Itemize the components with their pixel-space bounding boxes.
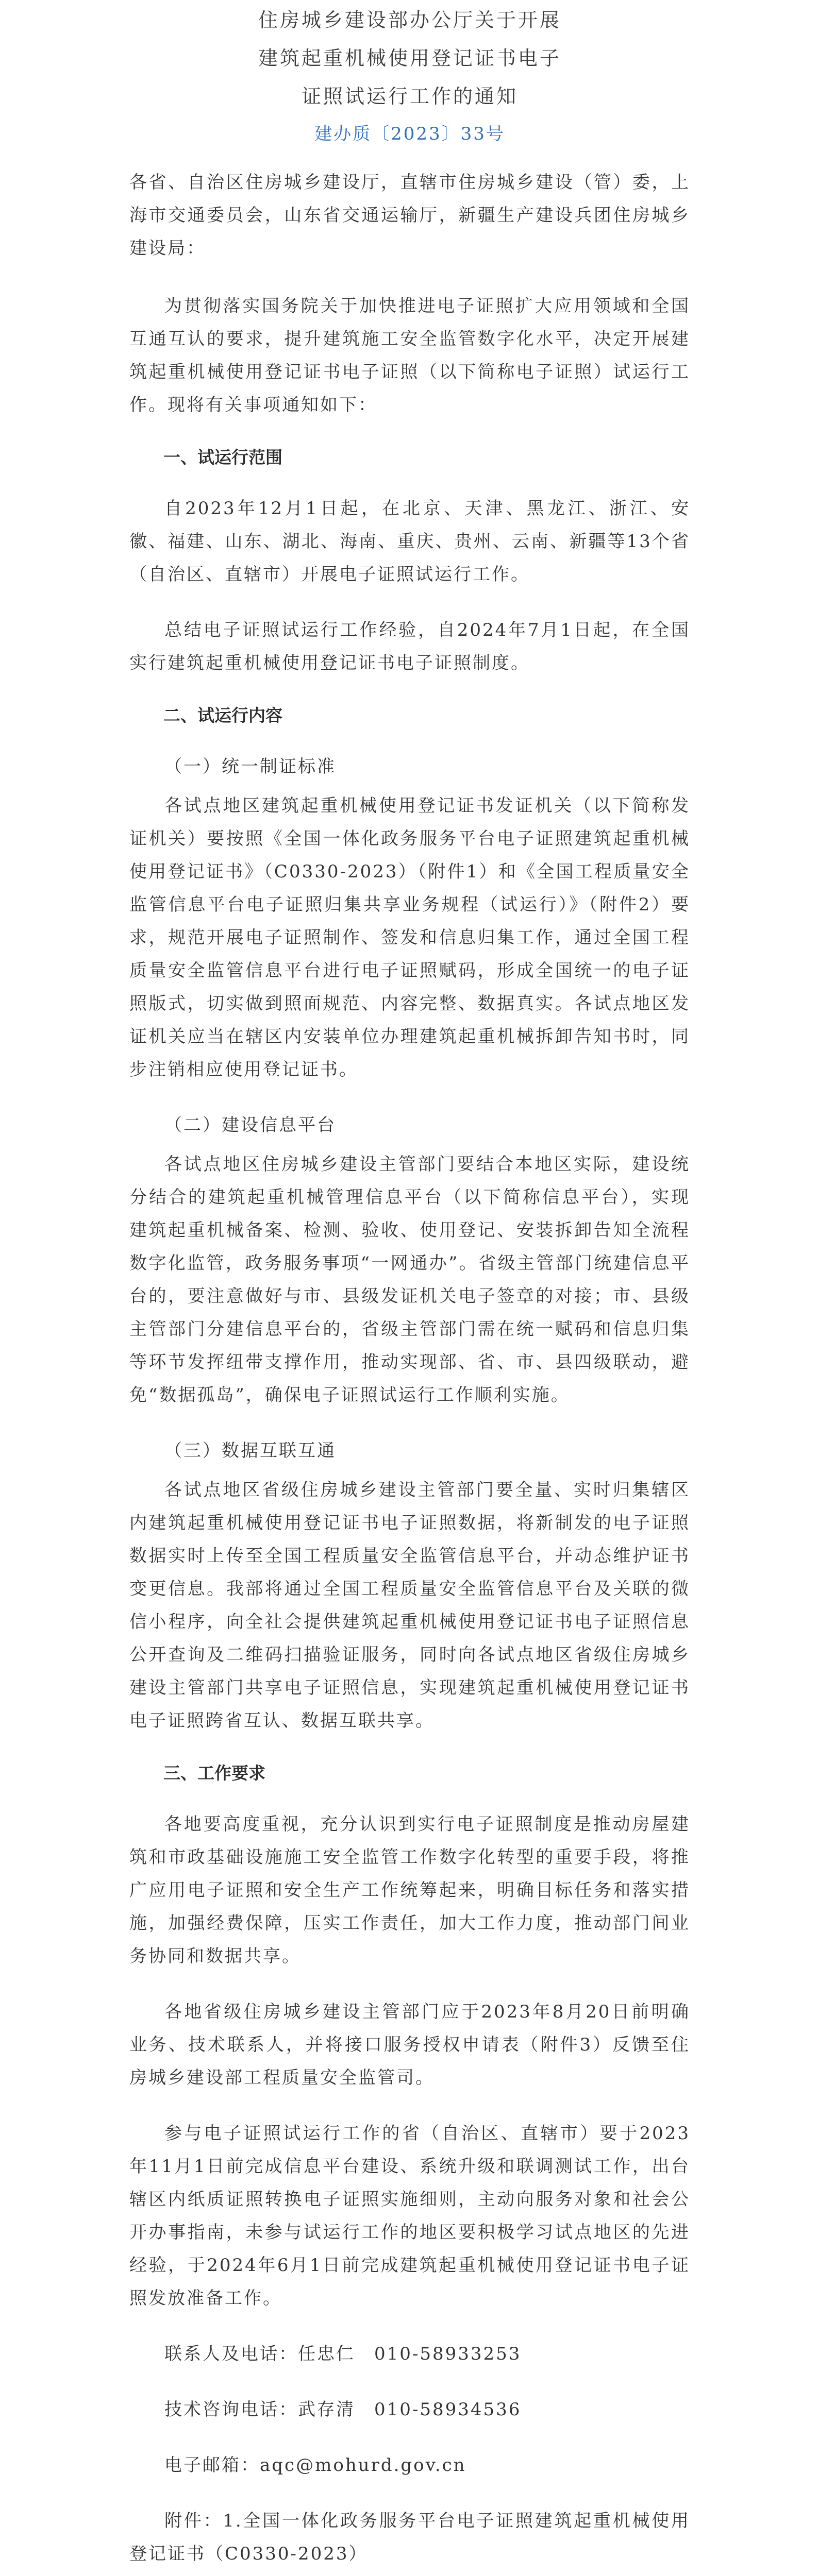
title-line-1: 住房城乡建设部办公厅关于开展 (258, 9, 561, 31)
contact-person-line: 联系人及电话：任忠仁 010-58933253 (164, 2344, 522, 2364)
scope-paragraph-1: 自2023年12月1日起，在北京、天津、黑龙江、浙江、安徽、福建、山东、湖北、海南、重庆、贵州、云南、新疆等13个省（自治区、直辖市）开展电子证照试运行工作。 (129, 498, 690, 585)
attachment-1: 附件：1.全国一体化政务服务平台电子证照建筑起重机械使用登记证书（C0330-2023） (129, 2511, 690, 2564)
requirements-paragraph-1: 各地要高度重视，充分认识到实行电子证照制度是推动房屋建筑和市政基础设施施工安全监管工作数字化转型的重要手段，将推广应用电子证照和安全生产工作统筹起来，明确目标任务和落实措施，加强经费保障，压实工作责任，加大工作力度，推动部门间业务协同和数据共享。 (129, 1814, 690, 1967)
email-line: 电子邮箱：aqc@mohurd.gov.cn (164, 2455, 466, 2476)
section-heading-requirements: 三、工作要求 (163, 1763, 265, 1783)
subheading-platform: （二）建设信息平台 (164, 1115, 336, 1136)
intro-paragraph: 为贯彻落实国务院关于加快推进电子证照扩大应用领域和全国互通互认的要求，提升建筑施工安全监管数字化水平，决定开展建筑起重机械使用登记证书电子证照（以下简称电子证照）试运行工作。现将有关事项通知如下： (129, 296, 690, 415)
scope-paragraph-2: 总结电子证照试运行工作经验，自2024年7月1日起，在全国实行建筑起重机械使用登记证书电子证照制度。 (129, 620, 690, 673)
document-title (129, 0, 690, 115)
tech-contact-line: 技术咨询电话：武存清 010-58934536 (164, 2399, 522, 2420)
platform-paragraph: 各试点地区住房城乡建设主管部门要结合本地区实际，建设统分结合的建筑起重机械管理信息平台（以下简称信息平台），实现建筑起重机械备案、检测、验收、使用登记、安装拆卸告知全流程数字化监管，政务服务事项“一网通办”。省级主管部门统建信息平台的，要注意做好与市、县级发证机关电子签章的对接；市、县级主管部门分建信息平台的，省级主管部门需在统一赋码和信息归集等环节发挥纽带支撑作用，推动实现部、省、市、县四级联动，避免“数据孤岛”，确保电子证照试运行工作顺利实施。 (129, 1154, 690, 1405)
section-heading-scope: 一、试运行范围 (163, 447, 282, 467)
standards-paragraph: 各试点地区建筑起重机械使用登记证书发证机关（以下简称发证机关）要按照《全国一体化政务服务平台电子证照建筑起重机械使用登记证书》（C0330-2023）（附件1）和《全国工程质量安全监管信息平台电子证照归集共享业务规程（试运行）》（附件2）要求，规范开展电子证照制作、签发和信息归集工作，通过全国工程质量安全监管信息平台进行电子证照赋码，形成全国统一的电子证照版式，切实做到照面规范、内容完整、数据真实。各试点地区发证机关应当在辖区内安装单位办理建筑起重机械拆卸告知书时，同步注销相应使用登记证书。 (129, 795, 690, 1080)
title-line-2: 建筑起重机械使用登记证书电子 (258, 47, 561, 70)
requirements-paragraph-2: 各地省级住房城乡建设主管部门应于2023年8月20日前明确业务、技术联系人，并将接口服务授权申请表（附件3）反馈至住房城乡建设部工程质量安全监管司。 (129, 2002, 690, 2088)
section-heading-content: 二、试运行内容 (163, 705, 282, 725)
subheading-data-sharing: （三）数据互联互通 (164, 1440, 336, 1461)
subheading-standards: （一）统一制证标准 (164, 756, 336, 777)
requirements-paragraph-3: 参与电子证照试运行工作的省（自治区、直辖市）要于2023年11月1日前完成信息平台建设、系统升级和联调测试工作，出台辖区内纸质证照转换电子证照实施细则，主动向服务对象和社会公开办事指南，未参与试运行工作的地区要积极学习试点地区的先进经验，于2024年6月1日前完成建筑起重机械使用登记证书电子证照发放准备工作。 (129, 2123, 690, 2309)
addressee: 各省、自治区住房城乡建设厅，直辖市住房城乡建设（管）委，上海市交通委员会，山东省交通运输厅，新疆生产建设兵团住房城乡建设局： (129, 172, 690, 259)
document-number: 建办质〔2023〕33号 (314, 124, 505, 144)
data-sharing-paragraph: 各试点地区省级住房城乡建设主管部门要全量、实时归集辖区内建筑起重机械使用登记证书电子证照数据，将新制发的电子证照数据实时上传至全国工程质量安全监管信息平台，并动态维护证书变更信息。我部将通过全国工程质量安全监管信息平台及关联的微信小程序，向全社会提供建筑起重机械使用登记证书电子证照信息公开查询及二维码扫描验证服务，同时向各试点地区省级住房城乡建设主管部门共享电子证照信息，实现建筑起重机械使用登记证书电子证照跨省互认、数据互联共享。 (129, 1480, 690, 1731)
title-line-3: 证照试运行工作的通知 (301, 85, 518, 108)
